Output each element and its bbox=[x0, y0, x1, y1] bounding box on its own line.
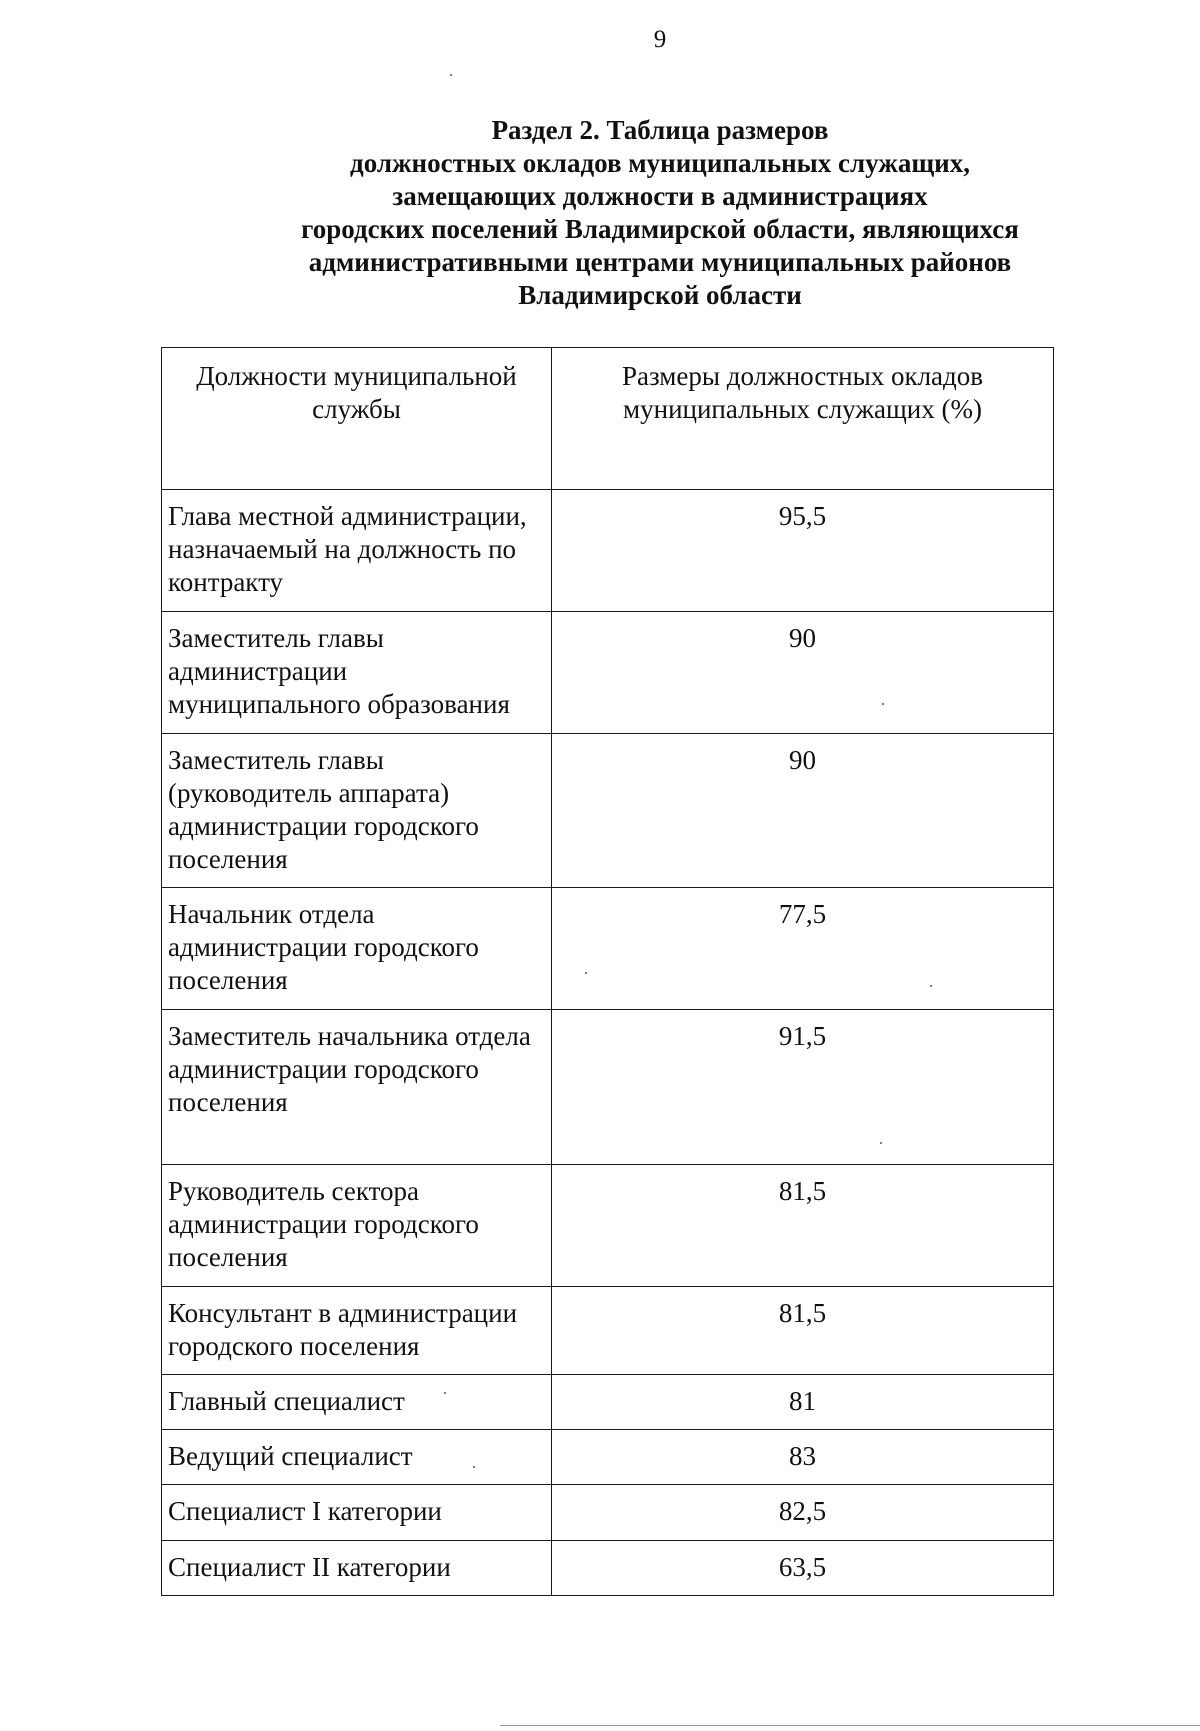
salary-cell: 83 bbox=[552, 1430, 1054, 1485]
table-row bbox=[162, 734, 1054, 888]
column-header-salary: Размеры должностных окладов муниципальных служащих (%) bbox=[552, 348, 1054, 490]
page-number: 9 bbox=[653, 26, 667, 53]
salary-cell: 81,5 bbox=[552, 1287, 1054, 1375]
scan-speck bbox=[880, 1142, 882, 1144]
table-row bbox=[162, 490, 1054, 612]
table-row bbox=[162, 1485, 1054, 1541]
position-cell: Начальник отдела администрации городского поселения bbox=[162, 888, 552, 1010]
table-row bbox=[162, 1287, 1054, 1375]
position-cell: Специалист II категории bbox=[162, 1541, 552, 1596]
heading-line: административными центрами муниципальных районов bbox=[308, 247, 1012, 277]
table-row bbox=[162, 1375, 1054, 1430]
heading-line: должностных окладов муниципальных служащих, bbox=[350, 148, 970, 178]
salary-cell: 90 bbox=[552, 612, 1054, 734]
position-cell: Заместитель начальника отдела администрации городского поселения bbox=[162, 1010, 552, 1165]
salary-cell: 81,5 bbox=[552, 1165, 1054, 1287]
salary-cell: 77,5 bbox=[552, 888, 1054, 1010]
section-heading bbox=[0, 114, 1200, 312]
table-body bbox=[162, 490, 1054, 1596]
scan-speck bbox=[585, 972, 587, 974]
column-header-position: Должности муниципальной службы bbox=[162, 348, 552, 490]
scan-speck bbox=[444, 1392, 446, 1394]
salary-cell: 82,5 bbox=[552, 1485, 1054, 1541]
salary-cell: 95,5 bbox=[552, 490, 1054, 612]
scan-speck bbox=[882, 703, 884, 705]
position-cell: Руководитель сектора администрации городского поселения bbox=[162, 1165, 552, 1287]
scan-speck bbox=[473, 1466, 475, 1468]
position-cell: Ведущий специалист bbox=[162, 1430, 552, 1485]
position-cell: Главный специалист bbox=[162, 1375, 552, 1430]
table-row bbox=[162, 1010, 1054, 1165]
salary-cell: 63,5 bbox=[552, 1541, 1054, 1596]
salary-cell: 90 bbox=[552, 734, 1054, 888]
heading-line: замещающих должности в администрациях bbox=[392, 181, 928, 211]
salary-cell: 81 bbox=[552, 1375, 1054, 1430]
salary-table bbox=[161, 347, 1054, 1596]
table-row bbox=[162, 612, 1054, 734]
salary-cell: 91,5 bbox=[552, 1010, 1054, 1165]
heading-line: городских поселений Владимирской области, являющихся bbox=[301, 214, 1019, 244]
heading-line: Раздел 2. Таблица размеров bbox=[491, 115, 829, 145]
position-cell: Заместитель главы (руководитель аппарата) администрации городского поселения bbox=[162, 734, 552, 888]
page-bottom-rule bbox=[500, 1725, 1200, 1726]
table-header-row bbox=[162, 348, 1054, 490]
scan-speck bbox=[930, 985, 932, 987]
scan-speck bbox=[450, 74, 452, 76]
position-cell: Заместитель главы администрации муниципального образования bbox=[162, 612, 552, 734]
position-cell: Глава местной администрации, назначаемый на должность по контракту bbox=[162, 490, 552, 612]
table-row bbox=[162, 1165, 1054, 1287]
table-row bbox=[162, 1541, 1054, 1596]
table-row bbox=[162, 888, 1054, 1010]
position-cell: Консультант в администрации городского поселения bbox=[162, 1287, 552, 1375]
table-row bbox=[162, 1430, 1054, 1485]
position-cell: Специалист I категории bbox=[162, 1485, 552, 1541]
heading-line: Владимирской области bbox=[518, 280, 802, 310]
